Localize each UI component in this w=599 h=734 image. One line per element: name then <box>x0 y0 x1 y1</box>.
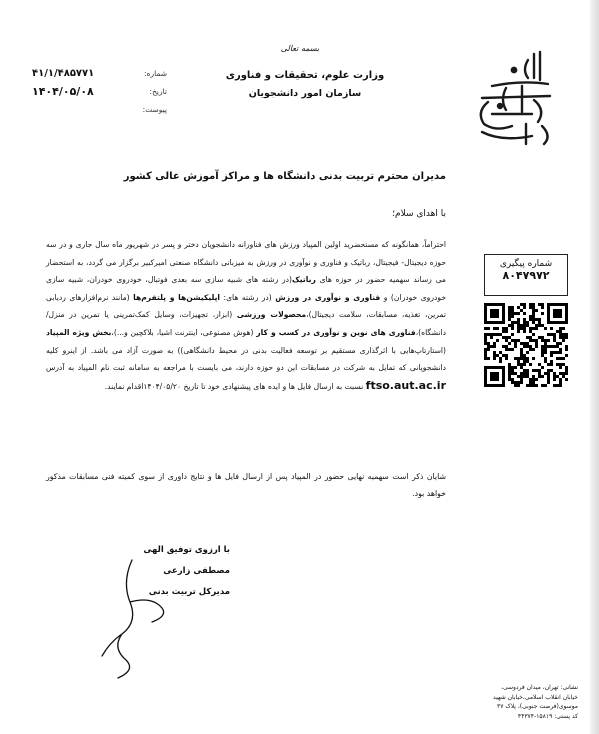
tracking-label: شماره پیگیری <box>499 259 553 269</box>
salutation: با اهدای سلام؛ <box>392 209 446 219</box>
body-text-segment: (در رشته های: <box>223 292 272 302</box>
number-row <box>32 64 167 82</box>
body-text-segment: (ابزار، تجهیزات، وسایل کمک‌تمرینی یا تمرین در منزل/دانشگاه)، <box>46 310 446 337</box>
body-text-segment: (هوش مصنوعی، اینترنت اشیا، بلاکچین و...)، <box>111 327 254 337</box>
address-line: نشانی: تهران، میدان فردوسی، <box>501 684 578 691</box>
innovation-term: فناوری و نوآوری در ورزش <box>275 292 381 302</box>
tracking-number-box <box>484 254 568 296</box>
body-text-segment: (مانند نرم‌افزارهای ردیابی تمرین، تغذیه، مسابقات، سلامت دیجیتال)، <box>46 292 446 320</box>
letter-body-paragraph-1 <box>46 236 446 395</box>
date-row <box>32 82 167 100</box>
signer-title: مدیرکل تربیت بدنی <box>148 587 230 597</box>
ministry-block <box>170 70 440 99</box>
signer-name: مصطفی زارعی <box>163 566 230 576</box>
apps-term: اپلیکیشن‌ها و پلتفرم‌ها <box>133 292 221 302</box>
page-edge <box>590 0 599 734</box>
attachment-label: پیوست: <box>142 104 167 114</box>
tracking-number: ۸۰۴۷۹۷۲ <box>502 269 550 282</box>
ministry-name: وزارت علوم، تحقیقات و فناوری <box>225 70 385 81</box>
address-line: موسوی(فرصت جنوبی)، پلاک ۳۷ <box>496 703 578 711</box>
attachment-row <box>32 100 167 118</box>
new-tech-term: فناوری های نوین و نوآوری در کسب و کار <box>256 327 416 337</box>
bismillah: بسمه تعالی <box>280 44 320 53</box>
body-text-segment: (در رشته های شبیه سازی سه بعدی فوتبال، خودروی خودران، شبیه سازی خودروی خودران) و <box>46 275 447 302</box>
handwritten-signature-icon <box>92 552 202 682</box>
recipient-line: مدیران محترم تربیت بدنی دانشگاه ها و مراکز آموزش عالی کشور <box>123 171 446 182</box>
organization-name: سازمان امور دانشجویان <box>248 88 362 99</box>
address-block <box>470 683 578 721</box>
special-section-term: بخش ویژه المپیاد <box>46 327 112 337</box>
organization-logo-icon <box>462 40 562 150</box>
robotics-term: رباتیک <box>292 275 316 285</box>
closing-line: با ارزوی توفیق الهی <box>143 545 230 555</box>
registration-url[interactable]: ftso.aut.ac.ir <box>365 378 446 392</box>
date-value: ۱۴۰۴/۰۵/۰۸ <box>32 84 94 98</box>
body-text-segment: (استارتاپ‌هایی با اثرگذاری مستقیم بر توسعه فعالیت بدنی در محیط دانشگاهی)) به صورت آزاد می باشد. از اینرو کلیه دانشجویانی که تمایل به شرکت در مسابقات این دو حوزه دارند، می بایست با مراجعه به سامانه ثبت نام المپیاد به آدرس <box>46 345 446 373</box>
qr-code-icon <box>484 303 568 387</box>
address-line: خیابان انقلاب اسلامی،خیابان شهید <box>492 693 578 701</box>
date-label: تاریخ: <box>149 86 167 96</box>
letter-body-paragraph-2: شایان ذکر است سهمیه نهایی حضور در المپیاد پس از ارسال فایل ها و نتایج داوری از سوی کمیته فنی مسابقات مذکور خواهد بود. <box>46 472 446 498</box>
body-text-segment: احتراماً، همانگونه که مستحضرید اولین المپیاد ورزش های فناورانه دانشجویان دختر و پسر در شهریور ماه سال جاری و در سه حوزه دیجیتال- فیجیتال، رباتیک و فناوری و نوآوری در ورزش به میزبانی دانشگاه صنعتی امیرکبیر برگزار می گردد، به استحضار می رساند سهمیه حضور در حوزه های <box>46 240 447 285</box>
products-term: محصولات ورزشی <box>236 310 307 320</box>
body-text-segment: نسبت به ارسال فایل ها و ایده های پیشنهادی خود تا تاریخ ۱۴۰۴/۰۵/۲۰اقدام نمایند. <box>104 381 364 391</box>
number-label: شماره: <box>144 68 167 78</box>
letter-meta <box>32 64 167 118</box>
number-value: ۴۱/۱/۴۸۵۷۷۱ <box>32 67 95 79</box>
postal-code: کد پستی: ۱۵۸۱۹-۴۴۳۷۴ <box>517 712 578 720</box>
